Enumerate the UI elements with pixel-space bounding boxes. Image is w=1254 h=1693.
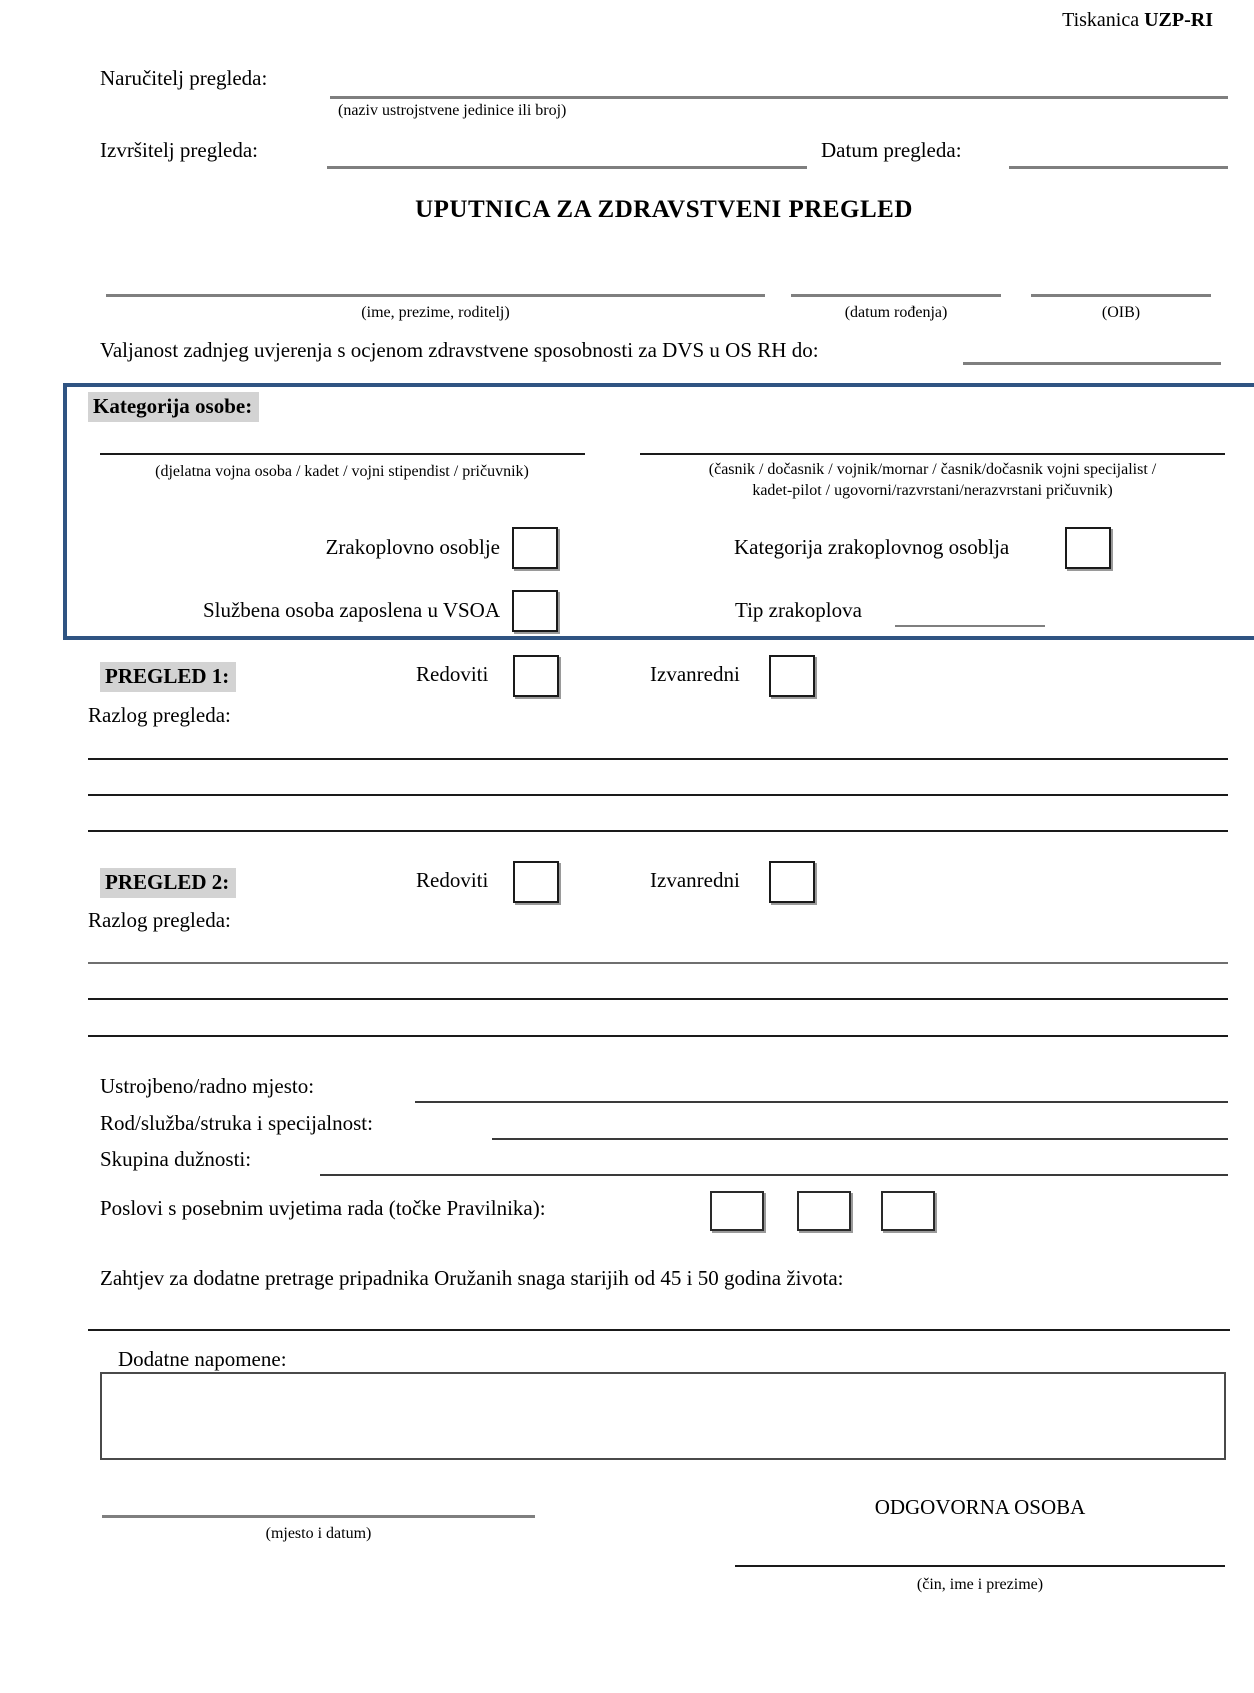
izvrsitelj-input-line[interactable] [327,166,807,169]
napomene-input-box[interactable] [100,1372,1226,1460]
category-right-input-line[interactable] [640,453,1225,455]
pregled2-reason-line-3[interactable] [88,1035,1228,1037]
category-box-title: Kategorija osobe: [88,392,259,422]
ustrojbeno-label: Ustrojbeno/radno mjesto: [100,1074,315,1098]
pregled1-title: PREGLED 1: [100,662,236,692]
zahtjev-label: Zahtjev za dodatne pretrage pripadnika Oružanih snaga starijih od 45 i 50 godina života: [100,1266,844,1290]
aircraft-type-input-line[interactable] [895,625,1045,627]
mjesto-datum-caption: (mjesto i datum) [265,1525,372,1542]
napomene-label: Dodatne napomene: [118,1347,287,1371]
izvrsitelj-label: Izvršitelj pregleda: [100,138,259,162]
skupina-duznosti-input-line[interactable] [320,1174,1228,1176]
validity-label: Valjanost zadnjeg uvjerenja s ocjenom zdravstvene sposobnosti za DVS u OS RH do: [100,338,819,362]
pregled1-redoviti-checkbox[interactable] [513,655,559,697]
poslovi-box-3[interactable] [881,1191,935,1231]
birth-date-input-line[interactable] [791,294,1001,297]
category-right-caption-line1: (časnik / dočasnik / vojnik/mornar / časnik/dočasnik vojni specijalist / [708,461,1157,478]
pregled1-reason-label: Razlog pregleda: [88,703,231,727]
category-right-caption [625,460,1240,502]
zahtjev-input-line[interactable] [88,1329,1230,1331]
pregled1-reason-line-1[interactable] [88,758,1228,760]
birth-date-caption: (datum rođenja) [844,304,948,321]
poslovi-box-2[interactable] [797,1191,851,1231]
oib-caption: (OIB) [1101,304,1141,321]
pregled1-izvanredni-label: Izvanredni [650,662,740,686]
pregled2-redoviti-checkbox[interactable] [513,861,559,903]
rod-sluzba-input-line[interactable] [492,1138,1228,1140]
category-right-caption-line2: kadet-pilot / ugovorni/razvrstani/nerazvrstani pričuvnik) [752,481,1113,499]
datum-pregleda-input-line[interactable] [1009,166,1228,169]
pregled2-izvanredni-label: Izvanredni [650,868,740,892]
odgovorna-osoba-label: ODGOVORNA OSOBA [874,1495,1086,1519]
poslovi-label: Poslovi s posebnim uvjetima rada (točke Pravilnika): [100,1196,546,1220]
category-left-input-line[interactable] [100,453,585,455]
pregled1-redoviti-label: Redoviti [416,662,489,686]
aircrew-category-label: Kategorija zrakoplovnog osoblja [734,535,1010,559]
pregled2-izvanredni-checkbox[interactable] [769,861,815,903]
vsoa-label: Službena osoba zaposlena u VSOA [202,598,500,622]
narucitelj-label: Naručitelj pregleda: [100,66,268,90]
oib-input-line[interactable] [1031,294,1211,297]
cin-ime-prezime-caption: (čin, ime i prezime) [916,1576,1044,1593]
cin-ime-prezime-input-line[interactable] [735,1565,1225,1567]
pregled2-reason-line-1[interactable] [88,962,1228,964]
form-code-value: UZP-RI [1144,9,1213,31]
ustrojbeno-input-line[interactable] [415,1101,1228,1103]
pregled2-reason-line-2[interactable] [88,998,1228,1000]
datum-pregleda-label: Datum pregleda: [821,138,962,162]
mjesto-datum-input-line[interactable] [102,1515,535,1518]
narucitelj-caption: (naziv ustrojstvene jedinice ili broj) [338,102,567,119]
pregled1-reason-line-3[interactable] [88,830,1228,832]
pregled2-reason-label: Razlog pregleda: [88,908,231,932]
form-code [1062,8,1213,32]
pregled1-reason-line-2[interactable] [88,794,1228,796]
pregled2-title: PREGLED 2: [100,868,236,898]
vsoa-checkbox[interactable] [512,590,558,632]
name-caption: (ime, prezime, roditelj) [361,304,510,321]
aircraft-type-label: Tip zrakoplova [735,598,862,622]
form-code-prefix: Tiskanica [1062,9,1140,31]
narucitelj-input-line[interactable] [330,96,1228,99]
rod-sluzba-label: Rod/služba/struka i specijalnost: [100,1111,373,1135]
pregled1-izvanredni-checkbox[interactable] [769,655,815,697]
pregled2-redoviti-label: Redoviti [416,868,489,892]
page-title: UPUTNICA ZA ZDRAVSTVENI PREGLED [415,196,913,223]
name-input-line[interactable] [106,294,765,297]
poslovi-box-1[interactable] [710,1191,764,1231]
category-left-caption: (djelatna vojna osoba / kadet / vojni stipendist / pričuvnik) [155,463,529,480]
skupina-duznosti-label: Skupina dužnosti: [100,1147,252,1171]
validity-date-input-line[interactable] [963,362,1221,365]
aircrew-label: Zrakoplovno osoblje [325,535,500,559]
aircrew-category-checkbox[interactable] [1065,527,1111,569]
aircrew-checkbox[interactable] [512,527,558,569]
